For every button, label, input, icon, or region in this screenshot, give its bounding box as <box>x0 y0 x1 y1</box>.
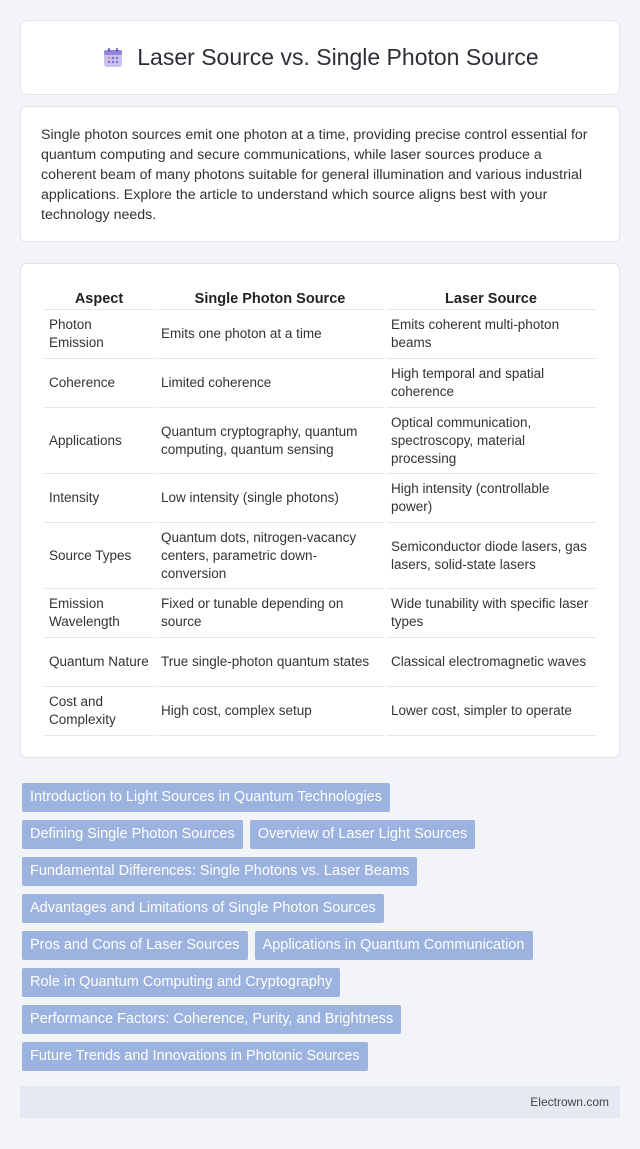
cell-laser: High temporal and spatial coherence <box>386 359 596 408</box>
cell-aspect: Cost and Complexity <box>44 687 154 736</box>
cell-laser: Emits coherent multi-photon beams <box>386 310 596 359</box>
table-row <box>44 638 596 687</box>
tag-row <box>22 968 622 997</box>
tag-row <box>22 820 622 849</box>
footer <box>20 1086 620 1118</box>
table-row <box>44 359 596 408</box>
table-row <box>44 408 596 474</box>
topic-tag-link[interactable]: Applications in Quantum Communication <box>255 931 533 960</box>
table-row <box>44 523 596 589</box>
cell-aspect: Quantum Nature <box>44 638 154 687</box>
intro-card <box>20 106 620 242</box>
calendar-icon <box>101 46 125 70</box>
topic-tag-link[interactable]: Fundamental Differences: Single Photons vs. Laser Beams <box>22 857 417 886</box>
topic-tags <box>22 783 622 1079</box>
cell-laser: Lower cost, simpler to operate <box>386 687 596 736</box>
cell-single-photon: Fixed or tunable depending on source <box>156 589 384 638</box>
page-title: Laser Source vs. Single Photon Source <box>137 44 539 70</box>
topic-tag-link[interactable]: Future Trends and Innovations in Photonic Sources <box>22 1042 368 1071</box>
topic-tag-link[interactable]: Role in Quantum Computing and Cryptography <box>22 968 340 997</box>
cell-single-photon: Quantum dots, nitrogen-vacancy centers, parametric down-conversion <box>156 523 384 589</box>
tag-row <box>22 1005 622 1034</box>
topic-tag-link[interactable]: Overview of Laser Light Sources <box>250 820 476 849</box>
cell-aspect: Intensity <box>44 474 154 523</box>
table-row <box>44 310 596 359</box>
header-laser: Laser Source <box>386 284 596 310</box>
table-header-row <box>44 284 596 310</box>
table-row <box>44 474 596 523</box>
footer-brand: Electrown.com <box>530 1095 609 1109</box>
tag-row <box>22 931 622 960</box>
header-single-photon: Single Photon Source <box>156 284 384 310</box>
cell-aspect: Emission Wavelength <box>44 589 154 638</box>
title-card <box>20 20 620 95</box>
cell-aspect: Photon Emission <box>44 310 154 359</box>
cell-laser: High intensity (controllable power) <box>386 474 596 523</box>
topic-tag-link[interactable]: Advantages and Limitations of Single Photon Sources <box>22 894 384 923</box>
cell-single-photon: Low intensity (single photons) <box>156 474 384 523</box>
cell-aspect: Applications <box>44 408 154 474</box>
cell-laser: Optical communication, spectroscopy, material processing <box>386 408 596 474</box>
table-row <box>44 687 596 736</box>
comparison-table <box>42 284 598 736</box>
cell-single-photon: Quantum cryptography, quantum computing, quantum sensing <box>156 408 384 474</box>
comparison-table-card <box>20 263 620 758</box>
tag-row <box>22 857 622 886</box>
header-aspect: Aspect <box>44 284 154 310</box>
tag-row <box>22 1042 622 1071</box>
cell-laser: Wide tunability with specific laser types <box>386 589 596 638</box>
cell-laser: Semiconductor diode lasers, gas lasers, solid-state lasers <box>386 523 596 589</box>
cell-aspect: Source Types <box>44 523 154 589</box>
cell-single-photon: Limited coherence <box>156 359 384 408</box>
cell-single-photon: High cost, complex setup <box>156 687 384 736</box>
topic-tag-link[interactable]: Defining Single Photon Sources <box>22 820 243 849</box>
cell-laser: Classical electromagnetic waves <box>386 638 596 687</box>
cell-single-photon: Emits one photon at a time <box>156 310 384 359</box>
tag-row <box>22 783 622 812</box>
cell-single-photon: True single-photon quantum states <box>156 638 384 687</box>
tag-row <box>22 894 622 923</box>
topic-tag-link[interactable]: Introduction to Light Sources in Quantum Technologies <box>22 783 390 812</box>
topic-tag-link[interactable]: Pros and Cons of Laser Sources <box>22 931 248 960</box>
table-row <box>44 589 596 638</box>
intro-text: Single photon sources emit one photon at a time, providing precise control essential for quantum computing and secure communications, while laser sources produce a coherent beam of many photons suitable for general illumination and various industrial applications. Explore the article to understand which source aligns best with your technology needs. <box>41 127 588 223</box>
cell-aspect: Coherence <box>44 359 154 408</box>
topic-tag-link[interactable]: Performance Factors: Coherence, Purity, and Brightness <box>22 1005 401 1034</box>
